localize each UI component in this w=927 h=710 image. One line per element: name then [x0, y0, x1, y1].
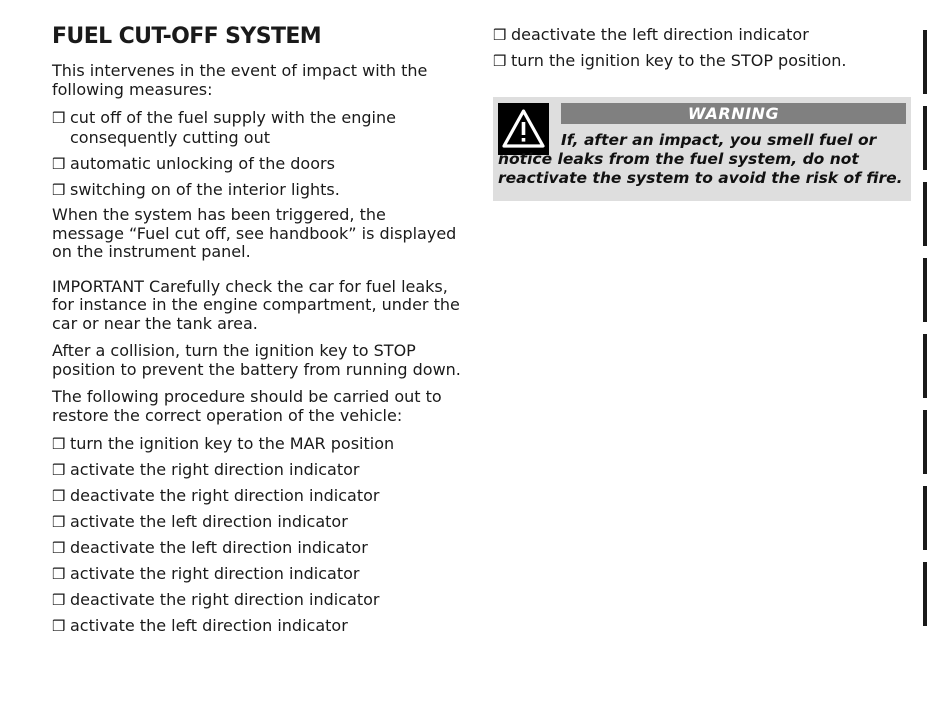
- list-item: [52, 180, 462, 200]
- procedure-step-text: activate the left direction indicator: [70, 616, 348, 635]
- checkbox-bullet-icon: ❒: [52, 591, 66, 609]
- procedure-step: [52, 460, 462, 480]
- edge-tab-marker: [923, 182, 927, 246]
- list-item: [52, 154, 462, 174]
- edge-tab-marker: [923, 562, 927, 626]
- checkbox-bullet-icon: ❒: [493, 52, 507, 70]
- warning-heading: WARNING: [561, 103, 906, 124]
- section-title: FUEL CUT-OFF SYSTEM: [52, 24, 322, 49]
- list-item-text: cut off of the fuel supply with the engine consequently cutting out: [70, 108, 396, 147]
- procedure-step: [493, 25, 913, 45]
- procedure-step: [52, 538, 462, 558]
- intro-paragraph: This intervenes in the event of impact with the following measures:: [52, 61, 428, 99]
- procedure-step-text: turn the ignition key to the MAR position: [70, 434, 395, 453]
- procedure-step-text: deactivate the left direction indicator: [511, 25, 809, 44]
- edge-tab-marker: [923, 30, 927, 94]
- procedure-step-text: deactivate the right direction indicator: [70, 486, 380, 505]
- warning-text: If, after an impact, you smell fuel or notice leaks from the fuel system, do not reactivate the system to avoid the risk of fire.: [498, 131, 903, 187]
- checkbox-bullet-icon: ❒: [52, 539, 66, 557]
- edge-tab-marker: [923, 334, 927, 398]
- edge-tab-marker: [923, 106, 927, 170]
- right-column: [493, 25, 913, 201]
- procedure-step-text: activate the right direction indicator: [70, 564, 360, 583]
- checkbox-bullet-icon: ❒: [52, 565, 66, 583]
- checkbox-bullet-icon: ❒: [493, 26, 507, 44]
- procedure-step: [52, 486, 462, 506]
- collision-paragraph: After a collision, turn the ignition key to STOP position to prevent the battery from running down.: [52, 341, 461, 379]
- procedure-step: [52, 616, 462, 636]
- list-item: [52, 108, 462, 148]
- important-paragraph: IMPORTANT Carefully check the car for fuel leaks, for instance in the engine compartment, under the car or near the tank area.: [52, 276, 460, 333]
- triggered-message-paragraph: When the system has been triggered, the message “Fuel cut off, see handbook” is displayed on the instrument panel.: [52, 205, 457, 261]
- procedure-step: [52, 564, 462, 584]
- list-item-text: switching on of the interior lights.: [70, 180, 340, 199]
- procedure-intro-paragraph: The following procedure should be carried out to restore the correct operation of the vehicle:: [52, 387, 442, 425]
- checkbox-bullet-icon: ❒: [52, 155, 66, 173]
- checkbox-bullet-icon: ❒: [52, 109, 66, 127]
- checkbox-bullet-icon: ❒: [52, 461, 66, 479]
- procedure-step: [52, 512, 462, 532]
- procedure-step-text: deactivate the right direction indicator: [70, 590, 380, 609]
- list-item-text: automatic unlocking of the doors: [70, 154, 335, 173]
- edge-tab-marker: [923, 410, 927, 474]
- checkbox-bullet-icon: ❒: [52, 617, 66, 635]
- procedure-step-text: activate the left direction indicator: [70, 512, 348, 531]
- procedure-step: [52, 434, 462, 454]
- warning-box: [493, 97, 911, 201]
- checkbox-bullet-icon: ❒: [52, 513, 66, 531]
- procedure-step-text: deactivate the left direction indicator: [70, 538, 368, 557]
- procedure-step: [52, 590, 462, 610]
- checkbox-bullet-icon: ❒: [52, 435, 66, 453]
- procedure-step: [493, 51, 913, 71]
- edge-tab-marker: [923, 486, 927, 550]
- checkbox-bullet-icon: ❒: [52, 487, 66, 505]
- edge-tab-marker: [923, 258, 927, 322]
- page-edge-tabs: [923, 30, 927, 638]
- procedure-step-text: activate the right direction indicator: [70, 460, 360, 479]
- procedure-step-text: turn the ignition key to the STOP position.: [511, 51, 847, 70]
- checkbox-bullet-icon: ❒: [52, 181, 66, 199]
- left-column: [52, 22, 462, 642]
